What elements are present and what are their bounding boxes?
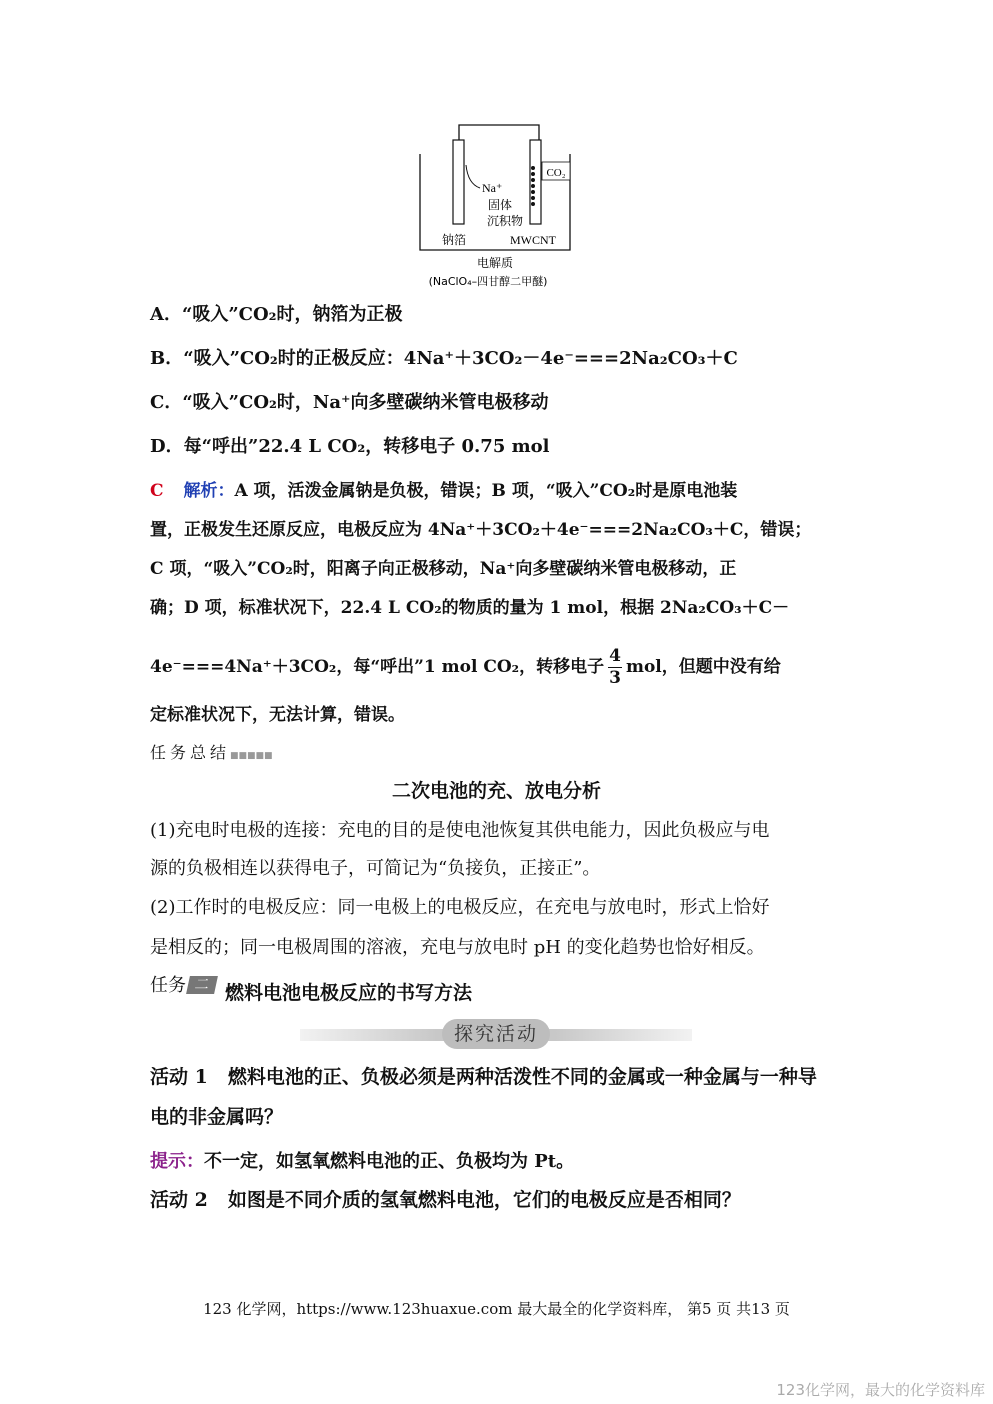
activity-2-line bbox=[150, 1187, 741, 1213]
solid-label-1: 固体 bbox=[487, 198, 513, 212]
fraction-denominator: 3 bbox=[609, 668, 621, 688]
activity-2-label: 活动 2 bbox=[150, 1189, 208, 1211]
battery-diagram bbox=[400, 118, 590, 293]
analysis-line-5 bbox=[150, 637, 781, 697]
summary-header bbox=[150, 742, 273, 767]
summary-header-text: 任务总结 bbox=[150, 743, 231, 762]
hint-label: 提示： bbox=[150, 1151, 204, 1172]
analysis-line-2: 置，正极发生还原反应，电极反应为 4Na⁺＋3CO₂＋4e⁻===2Na₂CO₃＋C，错误； bbox=[150, 520, 812, 540]
task2-title: 燃料电池电极反应的书写方法 bbox=[225, 982, 473, 1004]
na-ion-label: Na⁺ bbox=[482, 181, 503, 195]
activity-1-line1 bbox=[150, 1064, 817, 1090]
analysis-line-6: 定标准状况下，无法计算，错误。 bbox=[150, 705, 405, 725]
task2-badge: 二 bbox=[186, 976, 218, 994]
summary-header-squares: ■■■■■ bbox=[230, 751, 273, 761]
option-b: B．“吸入”CO₂时的正极反应：4Na⁺＋3CO₂－4e⁻===2Na₂CO₃＋C bbox=[150, 348, 738, 369]
answer-letter: C bbox=[150, 481, 164, 501]
analysis-label: 解析： bbox=[183, 481, 235, 501]
analysis-line-4: 确；D 项，标准状况下，22.4 L CO₂的物质的量为 1 mol，根据 2Na₂CO₃＋C－ bbox=[150, 598, 790, 618]
summary-p2-line1: (2)工作时的电极反应：同一电极上的电极反应，在充电与放电时，形式上恰好 bbox=[150, 897, 770, 918]
electrolyte-detail: (NaClO₄–四甘醇二甲醚) bbox=[428, 275, 548, 288]
summary-p1-line2: 源的负极相连以获得电子，可简记为“负接负，正接正”。 bbox=[150, 858, 601, 879]
activity-1-text: 燃料电池的正、负极必须是两种活泼性不同的金属或一种金属与一种导 bbox=[227, 1066, 817, 1088]
sodium-foil-electrode bbox=[453, 140, 464, 224]
page-footer: 123 化学网，https://www.123huaxue.com 最大最全的化学资料库， 第5 页 共13 页 bbox=[203, 1300, 790, 1318]
sodium-foil-label: 钠箔 bbox=[441, 233, 467, 247]
analysis-text-1: A 项，活泼金属钠是负极，错误；B 项，“吸入”CO₂时是原电池装 bbox=[234, 481, 738, 501]
analysis-text-5b: mol，但题中没有给 bbox=[625, 657, 781, 677]
activity-1-line2: 电的非金属吗？ bbox=[150, 1106, 284, 1128]
mwcnt-electrode bbox=[530, 140, 541, 224]
summary-p2-line2: 是相反的；同一电极周围的溶液，充电与放电时 pH 的变化趋势也恰好相反。 bbox=[150, 937, 765, 958]
analysis-text-5a: 4e⁻===4Na⁺＋3CO₂，每“呼出”1 mol CO₂，转移电子 bbox=[150, 657, 605, 677]
explore-banner-label: 探究活动 bbox=[442, 1019, 550, 1049]
analysis-line-3: C 项，“吸入”CO₂时，阳离子向正极移动，Na⁺向多壁碳纳米管电极移动，正 bbox=[150, 559, 737, 579]
hint-line bbox=[150, 1149, 574, 1175]
option-d: D．每“呼出”22.4 L CO₂，转移电子 0.75 mol bbox=[150, 436, 550, 457]
solid-label-2: 沉积物 bbox=[486, 214, 524, 228]
analysis-line-1 bbox=[150, 479, 737, 503]
activity-1-label: 活动 1 bbox=[150, 1066, 208, 1088]
watermark: 123化学网，最大的化学资料库 bbox=[776, 1381, 985, 1399]
mwcnt-label: MWCNT bbox=[510, 233, 556, 247]
option-a: A．“吸入”CO₂时，钠箔为正极 bbox=[150, 304, 403, 325]
summary-p1-line1: (1)充电时电极的连接：充电的目的是使电池恢复其供电能力，因此负极应与电 bbox=[150, 820, 770, 841]
co2-label: CO₂ bbox=[546, 167, 566, 179]
summary-title: 二次电池的充、放电分析 bbox=[391, 780, 601, 802]
fraction-four-thirds bbox=[608, 646, 622, 689]
na-ion-arrow bbox=[466, 165, 480, 188]
task2-label: 任务 bbox=[150, 975, 186, 996]
hint-text: 不一定，如氢氧燃料电池的正、负极均为 Pt。 bbox=[204, 1151, 575, 1172]
option-c: C．“吸入”CO₂时，Na⁺向多壁碳纳米管电极移动 bbox=[150, 392, 549, 413]
electrolyte-label: 电解质 bbox=[476, 256, 514, 270]
activity-2-text: 如图是不同介质的氢氧燃料电池，它们的电极反应是否相同？ bbox=[227, 1189, 741, 1211]
fraction-numerator: 4 bbox=[609, 646, 621, 666]
